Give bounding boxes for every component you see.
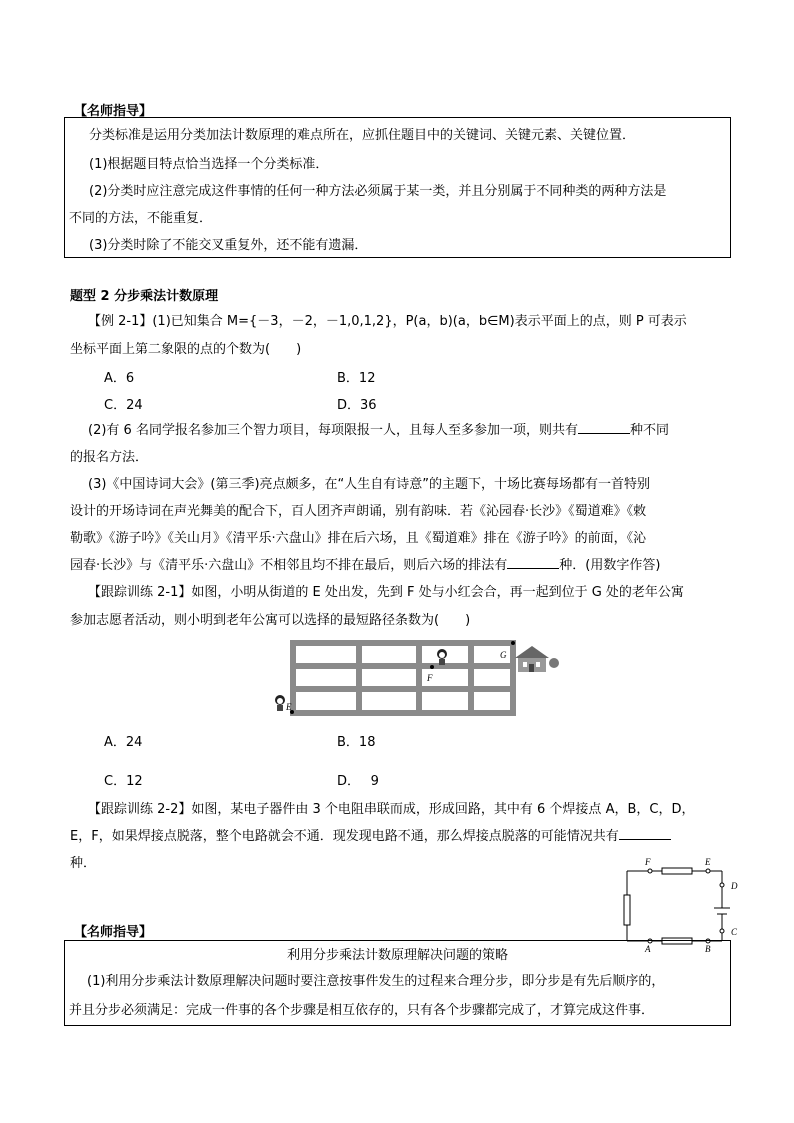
resistor-top	[662, 868, 692, 874]
track-2-1-line: 【跟踪训练 2-1】如图，小明从街道的 E 处出发，先到 F 处与小红会合，再一起到位于 G 处的老年公寓	[88, 585, 684, 600]
example-2-2-text: (2)有 6 名同学报名参加三个智力项目，每项限报一人，且每人至多参加一项，则共有	[88, 423, 578, 438]
street-grid-figure	[270, 638, 560, 720]
option-c: C．12	[104, 774, 143, 789]
guide-box	[64, 117, 731, 258]
resistor-left	[624, 895, 630, 925]
guide-box	[64, 940, 731, 1026]
guide-line: (1)根据题目特点恰当选择一个分类标准．	[89, 157, 329, 172]
track-2-2-line: 种．	[70, 856, 97, 871]
answer-blank	[578, 421, 630, 434]
track-2-2-line	[70, 825, 671, 844]
option-a: A．6	[104, 371, 135, 386]
example-2-1-line: 【例 2-1】(1)已知集合 M={－3，－2，－1,0,1,2}，P(a，b)(a，b∈M)表示平面上的点，则 P 可表示	[88, 314, 687, 329]
answer-blank	[619, 827, 671, 840]
point-f	[430, 665, 434, 669]
guide-header: 【名师指导】	[74, 925, 153, 940]
point-label: D	[731, 881, 738, 891]
label-g: G	[500, 650, 507, 660]
option-c: C．24	[104, 398, 143, 413]
guide-line: (1)利用分步乘法计数原理解决问题时要注意按事件发生的过程来合理分步，即分步是有先后顺序的，	[87, 974, 665, 989]
example-2-3-line: 勒歌》《游子吟》《关山月》《清平乐·六盘山》排在后六场，且《蜀道难》排在《游子吟》的前面，《沁	[70, 531, 647, 546]
point-label: F	[645, 857, 651, 867]
circuit-wires	[627, 871, 722, 941]
point-label: A	[645, 944, 651, 953]
option-b: B．12	[337, 371, 376, 386]
guide-line: 并且分步必须满足：完成一件事的各个步骤是相互依存的，只有各个步骤都完成了，才算完成这件事．	[69, 1003, 655, 1018]
option-a: A．24	[104, 735, 143, 750]
solder-points	[648, 869, 724, 943]
guide-line: (3)分类时除了不能交叉重复外，还不能有遗漏．	[89, 238, 368, 253]
example-2-3-text: 园春·长沙》与《清平乐·六盘山》不相邻且均不排在最后，则后六场的排法有	[70, 558, 508, 573]
point-g	[511, 641, 515, 645]
track-2-2-line: 【跟踪训练 2-2】如图，某电子器件由 3 个电阻串联而成，形成回路，其中有 6 个焊接点 A，B，C，D，	[88, 802, 695, 817]
guide-line: 不同的方法，不能重复．	[69, 211, 213, 226]
guide-header: 【名师指导】	[74, 104, 153, 119]
guide-line: (2)分类时应注意完成这件事情的任何一种方法必须属于某一类，并且分别属于不同种类的两种方法是	[89, 184, 667, 199]
example-2-3-line: 设计的开场诗词在声光舞美的配合下，百人团齐声朗诵，别有韵味．若《沁园春·长沙》《蜀道难》《敕	[70, 504, 647, 519]
example-2-3-line	[70, 554, 660, 573]
option-d: D． 9	[337, 774, 379, 789]
example-2-2-line: 的报名方法．	[70, 450, 149, 465]
guide-title: 利用分步乘法计数原理解决问题的策略	[286, 948, 508, 963]
point-label: B	[705, 944, 711, 953]
label-e: E	[286, 702, 292, 712]
point-label: C	[731, 927, 738, 937]
track-2-1-line: 参加志愿者活动，则小明到老年公寓可以选择的最短路径条数为( )	[70, 613, 471, 628]
person-e-icon	[275, 695, 285, 711]
answer-blank	[507, 556, 559, 569]
option-b: B．18	[337, 735, 376, 750]
point-label: E	[705, 857, 711, 867]
circuit-figure	[610, 853, 750, 953]
example-2-2-line	[88, 419, 669, 438]
example-2-3-line: (3)《中国诗词大会》(第三季)亮点颇多，在“人生自有诗意”的主题下，十场比赛每场都有一首特别	[88, 477, 651, 492]
option-d: D．36	[337, 398, 377, 413]
example-2-1-line: 坐标平面上第二象限的点的个数为( )	[70, 342, 302, 357]
guide-line: 分类标准是运用分类加法计数原理的难点所在，应抓住题目中的关键词、关键元素、关键位置．	[89, 128, 636, 143]
grid-blocks	[296, 646, 510, 710]
example-2-3-text: 种．(用数字作答)	[559, 558, 661, 573]
section-title: 题型 2 分步乘法计数原理	[70, 289, 219, 304]
house-icon	[515, 646, 559, 672]
example-2-2-text: 种不同	[629, 423, 669, 438]
track-2-2-text: E，F，如果焊接点脱落，整个电路就会不通．现发现电路不通，那么焊接点脱落的可能情况共有	[70, 829, 619, 844]
label-f: F	[427, 673, 433, 683]
